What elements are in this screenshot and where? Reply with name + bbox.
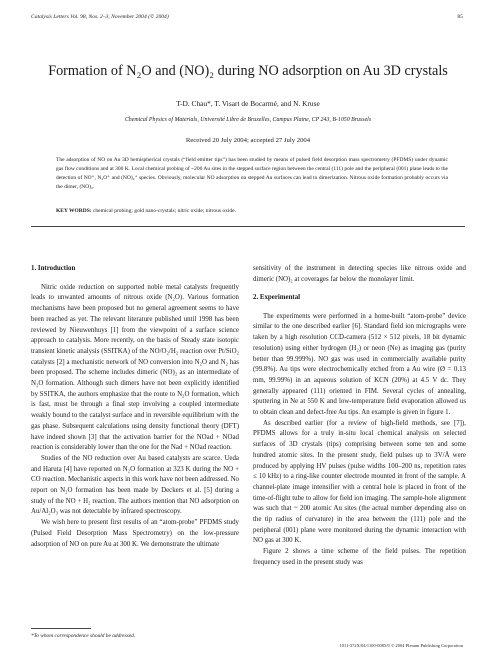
paper-title: Formation of N₂O and (NO)₂ during NO adsorption on Au 3D crystals [48,63,448,79]
right-column-experimental [253,293,466,569]
intro-paragraph: We wish here to present first results of an “atom-probe” PFDMS study (Pulsed Field Desorption Mass Spectrometry) on the low-pressure adsorption of NO on pure Au at 300 K. We demonstrate the ultimate [31,519,239,548]
page-number: 85 [457,14,463,20]
left-column [31,264,239,550]
keywords [56,207,448,216]
header-divider [31,226,465,227]
affiliation: Chemical Physics of Materials, Université Libre de Bruxelles, Campus Plaine, CP 243, B-1050 Brussels [124,117,372,123]
right-column-continuation [253,264,466,285]
keywords-label: KEY WORDS: [56,208,92,214]
continuation-paragraph: sensitivity of the instrument in detecting species like nitrous oxide and dimeric (NO)₂ at coverages far below the monolayer limit. [253,265,466,283]
intro-paragraph: Nitric oxide reduction on supported noble metal catalysts frequently leads to unwanted amounts of nitrous oxide (N₂O). Various formation mechanisms have been proposed but no general agreement seems to have been reached as yet. The relevant literature published until 1998 has been reviewed by Nieuwenhuys [1] from the viewpoint of a surface science approach to catalysis. More recently, on the basis of Steady state isotopic transient kinetic analysis (SSITKA) of the NO/O₂/H₂ reaction over Pt/SiO₂ catalysts [2] a mechanistic network of NO conversion into N₂O and N₂ has been proposed. The scheme includes dimeric (NO)₂ as an intermediate of N₂O formation. Although such dimers have not been explicitly identified by SSITKA, the authors emphasize that the route to N₂O formation, which is fast, must be through a final step involving a coupled intermediate weakly bound to the catalyst surface and in reversible equilibrium with the gas phase. Subsequent calculations using density functional theory (DFT) have indeed shown [3] that the activation barrier for the NOad + NOad reaction is considerably lower than the one for the Nad + NOad reaction. [31,283,239,452]
abstract: The adsorption of NO on Au 3D hemispherical crystals (“field emitter tips”) has been studied by means of pulsed field desorption mass spectrometry (PFDMS) under dynamic gas flow conditions and at 300 K. Local chemical probing of ~200 Au sites in the stepped surface region between the central (111) pole and the peripheral (001) plane leads to the detection of NO⁺, N₂O⁺ and (NO)₂⁺ species. Obviously, molecular NO adsorption on stepped Au surfaces can lead to dimerization. Nitrous oxide formation probably occurs via the dimer, (NO)₂. [56,157,448,190]
running-head [31,14,463,24]
experimental-paragraph: The experiments were performed in a home-built “atom-probe” device similar to the one described earlier [6]. Standard field ion micrographs were taken by a high resolution CCD-camera (512 × 512 pixels, 18 bit dynamic resolution) using either hydrogen (H₂) or neon (Ne) as imaging gas (purity better than 99.999%). NO gas was used in commercially available purity (99.8%). Au tips were electrochemically etched from a Au wire (Ø = 0.13 mm, 99.99%) in an aqueous solution of KCN (20%) at 4.5 V dc. They generally appeared (111) oriented in FIM. Several cycles of annealing, sputtering in Ne at 550 K and low-temperature field evaporation allowed us to obtain clean and defect-free Au tips. An example is given in figure 1. [253,312,466,417]
experimental-paragraph: As described earlier (for a review of high-field methods, see [7]), PFDMS allows for a truly in-situ local chemical analysis on selected surfaces of 3D crystals (tips) comprising between some ten and some hundred atomic sites. In the present study, field pulses up to 3V/Å were produced by applying HV pulses (pulse widths 100–200 ns, repetition rates ≤ 10 kHz) to a ring-like counter electrode mounted in front of the sample. A channel-plate image intensifier with a central hole is placed in front of the time-of-flight tube to allow for field ion imaging. The sample-hole alignment was such that ~ 200 atomic Au sites (the actual number depending also on the tip radius of curvature) in the area between the (111) pole and the peripheral (001) plane were monitored during the dynamic interaction with NO gas at 300 K. [253,419,466,545]
experimental-paragraph: Figure 2 shows a time scheme of the field pulses. The repetition frequency used in the present study was [253,548,466,566]
footnote-divider [31,628,91,629]
section-heading-experimental: 2. Experimental [253,294,301,301]
author-list: T-D. Chau*, T. Visart de Bocarmé, and N. Kruse [176,99,320,108]
received-dates: Received 20 July 2004; accepted 27 July 2004 [185,137,311,144]
intro-paragraph: Studies of the NO reduction over Au based catalysts are scarce. Ueda and Haruta [4] have reported on N₂O formation at 323 K during the NO + CO reaction. Mechanistic aspects in this work have not been addressed. No report on N₂O formation has been made by Deckers et al. [5] during a study of the NO + H₂ reaction. The authors mention that NO adsorption on Au/Al₂O₃ was not detectable by infrared spectroscopy. [31,454,239,516]
keywords-text: chemical probing; gold nano-crystals; nitric oxide; nitrous oxide. [92,208,236,214]
correspondence-footnote: *To whom correspondence should be addressed. [31,633,136,639]
copyright-footer: 1011-372X/04/1100-0085/0 © 2004 Plenum Publishing Corporation [339,643,463,648]
section-heading-introduction: 1. Introduction [31,265,76,272]
journal-citation: Catalysis Letters Vol. 98, Nos. 2–3, November 2004 (© 2004) [31,14,169,20]
